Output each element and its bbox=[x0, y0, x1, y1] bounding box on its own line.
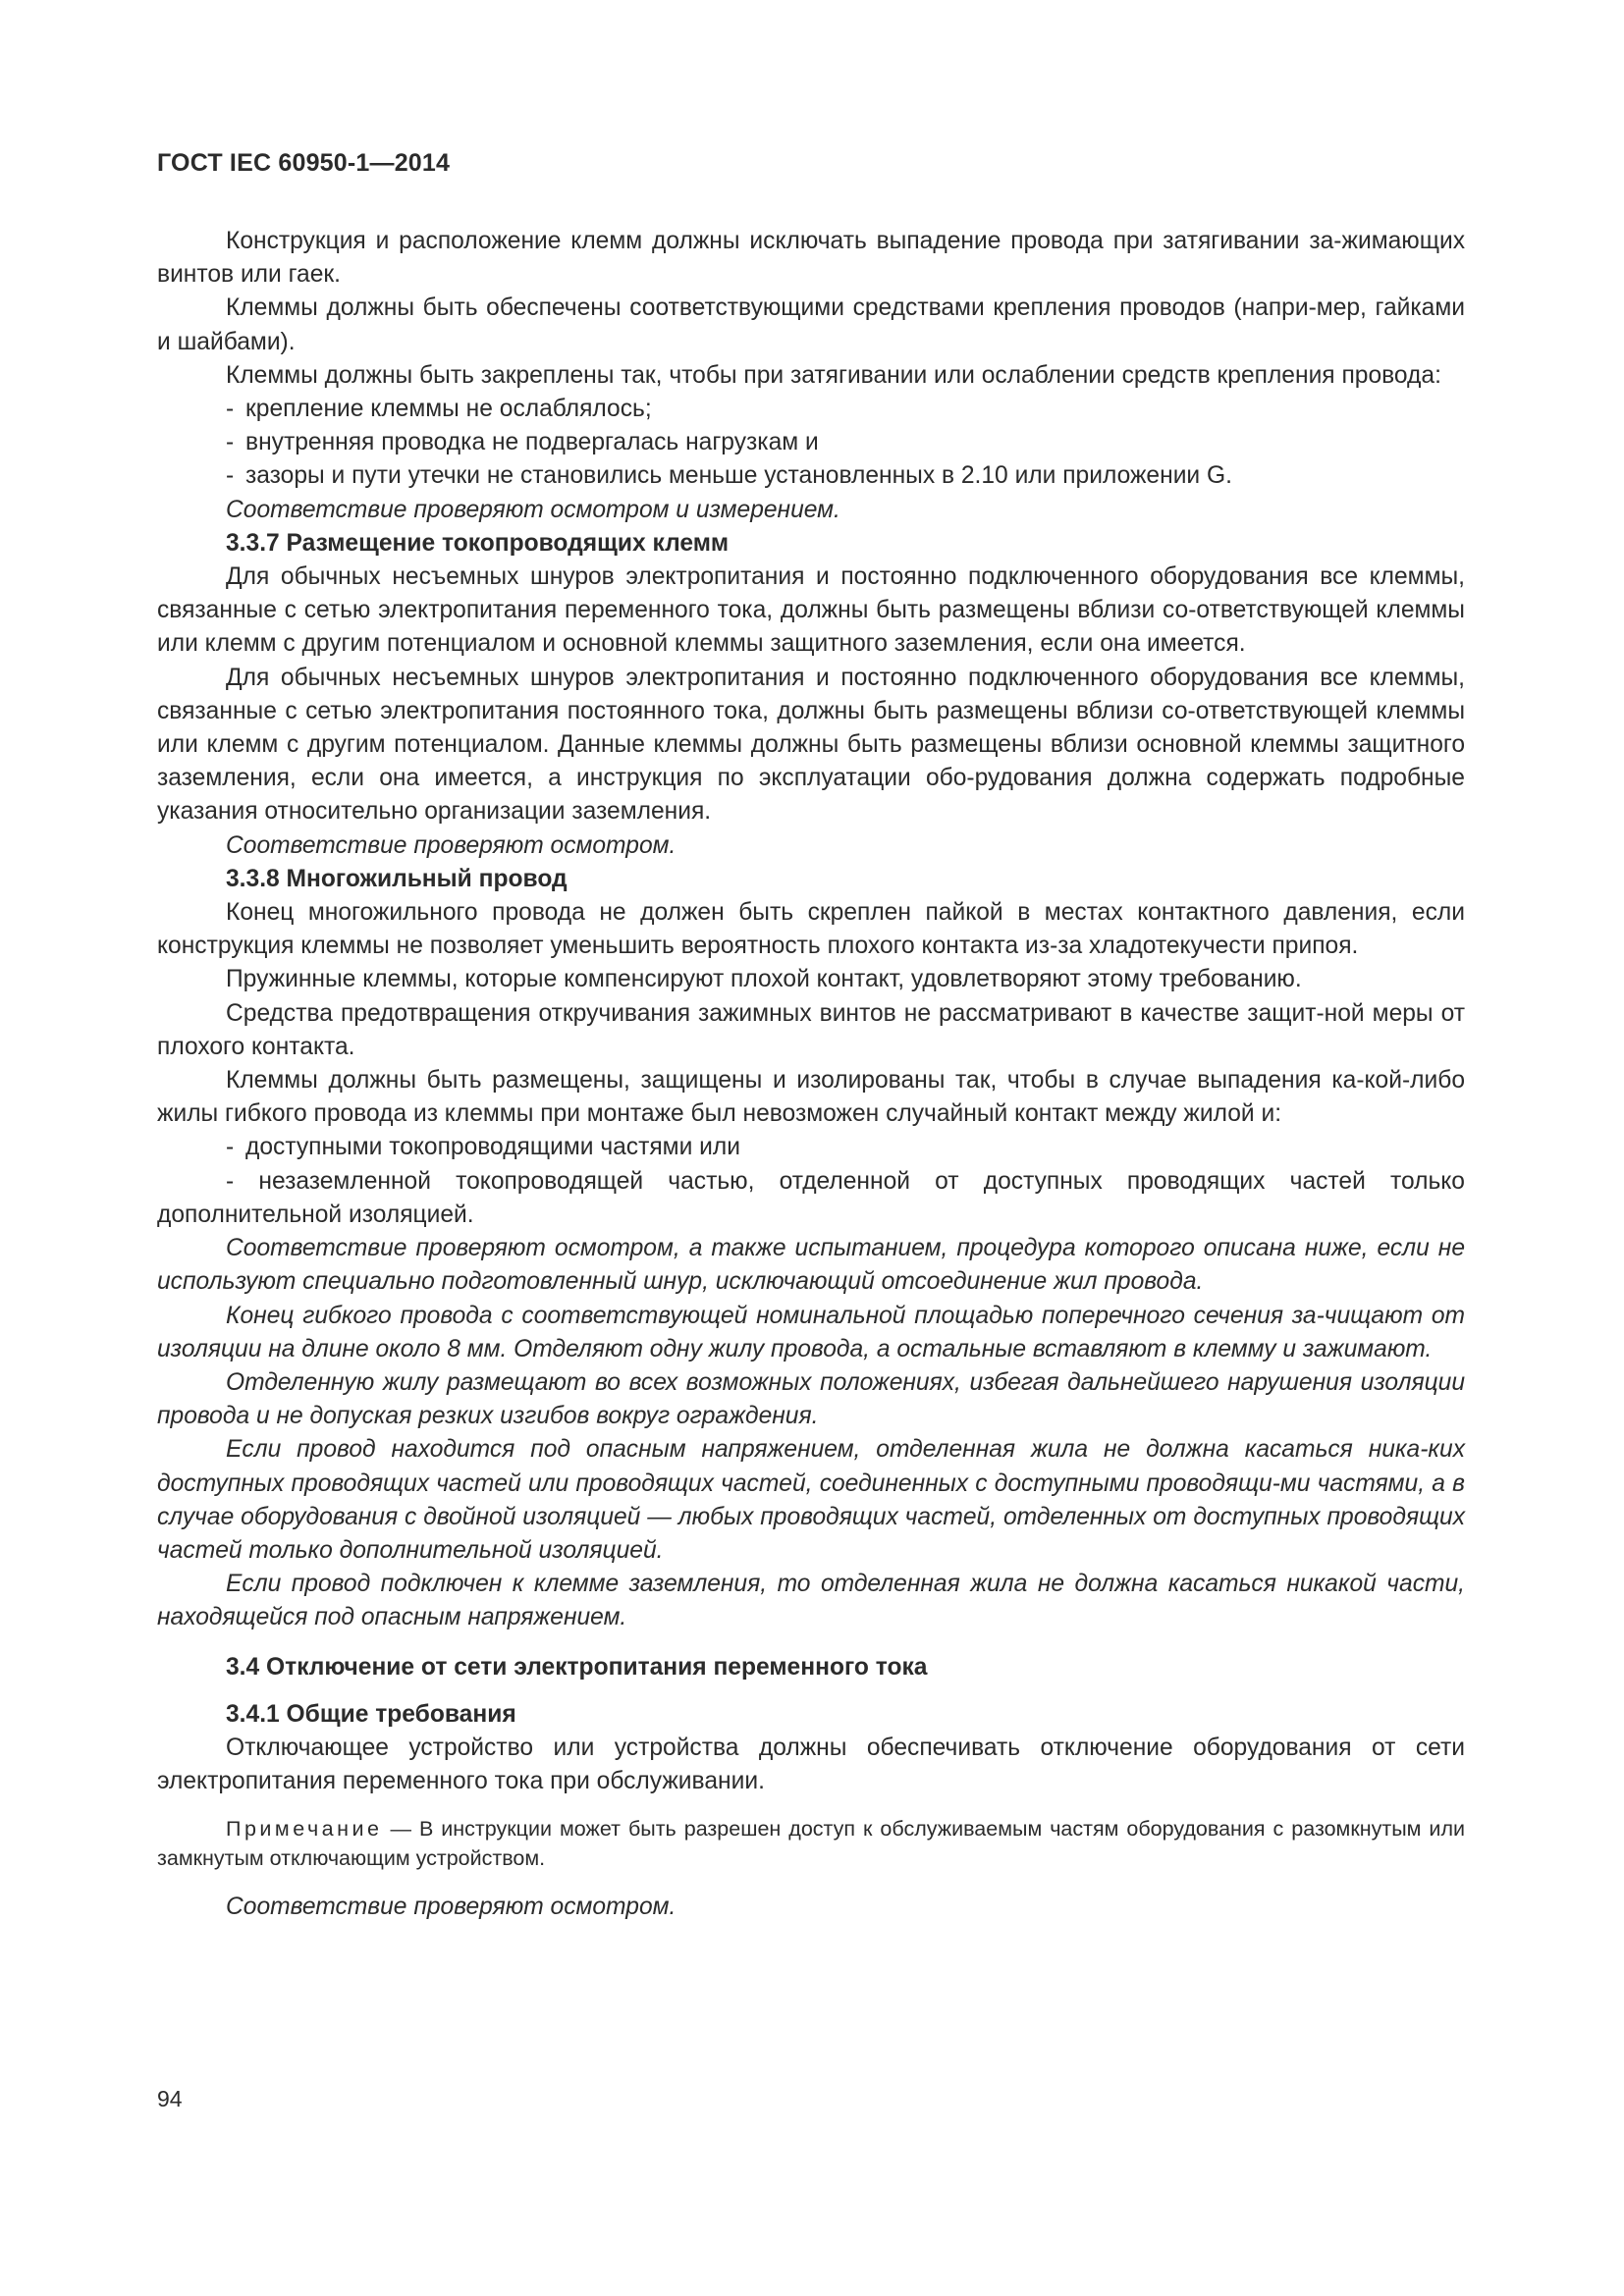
note-text: — В инструкции может быть разрешен доступ к обслуживаемым частям оборудования с разомкнутым или замкнутым отключающим устройством. bbox=[157, 1817, 1465, 1871]
paragraph: Отключающее устройство или устройства должны обеспечивать отключение оборудования от сети электропитания переменного тока при обслуживании. bbox=[157, 1734, 1465, 1795]
paragraph: Конструкция и расположение клемм должны исключать выпадение провода при затягивании за-жимающих винтов или гаек. bbox=[157, 228, 1465, 289]
dash-bullet: - bbox=[226, 462, 235, 490]
document-standard-header: ГОСТ IEC 60950-1—2014 bbox=[157, 149, 451, 177]
paragraph: Пружинные клеммы, которые компенсируют плохой контакт, удовлетворяют этому требованию. bbox=[226, 966, 1302, 993]
compliance-check: Соответствие проверяют осмотром. bbox=[226, 831, 677, 859]
list-item bbox=[157, 1131, 1465, 1164]
compliance-check: Соответствие проверяют осмотром. bbox=[226, 1894, 677, 1921]
list-item-text: крепление клеммы не ослаблялось; bbox=[245, 396, 652, 423]
dash-bullet: - bbox=[226, 396, 235, 423]
list-item bbox=[157, 393, 1465, 426]
document-body bbox=[157, 225, 1465, 1925]
section-heading-3-4: 3.4 Отключение от сети электропитания переменного тока bbox=[226, 1653, 928, 1681]
list-item bbox=[157, 1165, 1465, 1232]
compliance-check: Соответствие проверяют осмотром и измерением. bbox=[226, 496, 840, 523]
list-item-text: внутренняя проводка не подвергалась нагрузкам и bbox=[245, 429, 819, 456]
dash-bullet: - bbox=[226, 429, 235, 456]
page-number: 94 bbox=[157, 2086, 183, 2111]
paragraph: Для обычных несъемных шнуров электропитания и постоянно подключенного оборудования все клеммы, связанные с сетью электропитания переменного тока, должны быть размещены вблизи со-ответствующей клеммы или клемм с другим потенциалом и основной клеммы защитного заземления, если она имеется. bbox=[157, 563, 1465, 658]
paragraph: Клеммы должны быть размещены, защищены и изолированы так, чтобы в случае выпадения ка-кой-либо жилы гибкого провода из клеммы при монтаже был невозможен случайный контакт между жилой и: bbox=[157, 1067, 1465, 1128]
dash-bullet: - bbox=[226, 1167, 259, 1195]
test-procedure-paragraph: Отделенную жилу размещают во всех возможных положениях, избегая дальнейшего нарушения изоляции провода и не допуская резких изгибов вокруг ограждения. bbox=[157, 1368, 1465, 1430]
test-procedure-paragraph: Если провод находится под опасным напряжением, отделенная жила не должна касаться ника-ких доступных проводящих частей или проводящих частей, соединенных с доступными проводящи-ми частями, а в случае оборудования с двойной изоляцией — любых проводящих частей, отделенных от доступных проводящих частей только дополнительной изоляцией. bbox=[157, 1436, 1465, 1564]
paragraph: Средства предотвращения откручивания зажимных винтов не рассматривают в качестве защит-ной меры от плохого контакта. bbox=[157, 999, 1465, 1060]
section-heading-3-4-1: 3.4.1 Общие требования bbox=[226, 1700, 516, 1728]
test-procedure-paragraph: Конец гибкого провода с соответствующей номинальной площадью поперечного сечения за-чищают от изоляции на длине около 8 мм. Отделяют одну жилу провода, а остальные вставляют в клемму и зажимают. bbox=[157, 1302, 1465, 1362]
section-heading-3-3-7: 3.3.7 Размещение токопроводящих клемм bbox=[226, 529, 730, 557]
test-procedure-paragraph: Соответствие проверяют осмотром, а также испытанием, процедура которого описана ниже, если не используют специально подготовленный шнур, исключающий отсоединение жил провода. bbox=[157, 1235, 1465, 1296]
paragraph: Клеммы должны быть закреплены так, чтобы при затягивании или ослаблении средств крепления провода: bbox=[226, 361, 1441, 389]
test-procedure-paragraph: Если провод подключен к клемме заземления, то отделенная жила не должна касаться никакой части, находящейся под опасным напряжением. bbox=[157, 1571, 1465, 1631]
paragraph: Конец многожильного провода не должен быть скреплен пайкой в местах контактного давления, если конструкция клеммы не позволяет уменьшить вероятность плохого контакта из-за хладотекучести припоя. bbox=[157, 899, 1465, 960]
list-item bbox=[157, 459, 1465, 493]
paragraph: Для обычных несъемных шнуров электропитания и постоянно подключенного оборудования все клеммы, связанные с сетью электропитания постоянного тока, должны быть размещены вблизи со-ответствующей клеммы или клемм с другим потенциалом. Данные клеммы должны быть размещены вблизи основной клеммы защитного заземления, если она имеется, а инструкция по эксплуатации обо-рудования должна содержать подробные указания относительно организации заземления. bbox=[157, 664, 1465, 826]
note-label: Примечание bbox=[226, 1817, 383, 1842]
list-item-text: зазоры и пути утечки не становились меньше установленных в 2.10 или приложении G. bbox=[245, 462, 1232, 490]
list-item-text: доступными токопроводящими частями или bbox=[245, 1134, 740, 1161]
list-item bbox=[157, 426, 1465, 459]
note bbox=[157, 1814, 1465, 1873]
dash-bullet: - bbox=[226, 1134, 235, 1161]
section-heading-3-3-8: 3.3.8 Многожильный провод bbox=[226, 865, 568, 892]
list-item-text: незаземленной токопроводящей частью, отделенной от доступных проводящих частей только дополнительной изоляцией. bbox=[157, 1167, 1465, 1228]
paragraph: Клеммы должны быть обеспечены соответствующими средствами крепления проводов (напри-мер, гайками и шайбами). bbox=[157, 294, 1465, 355]
